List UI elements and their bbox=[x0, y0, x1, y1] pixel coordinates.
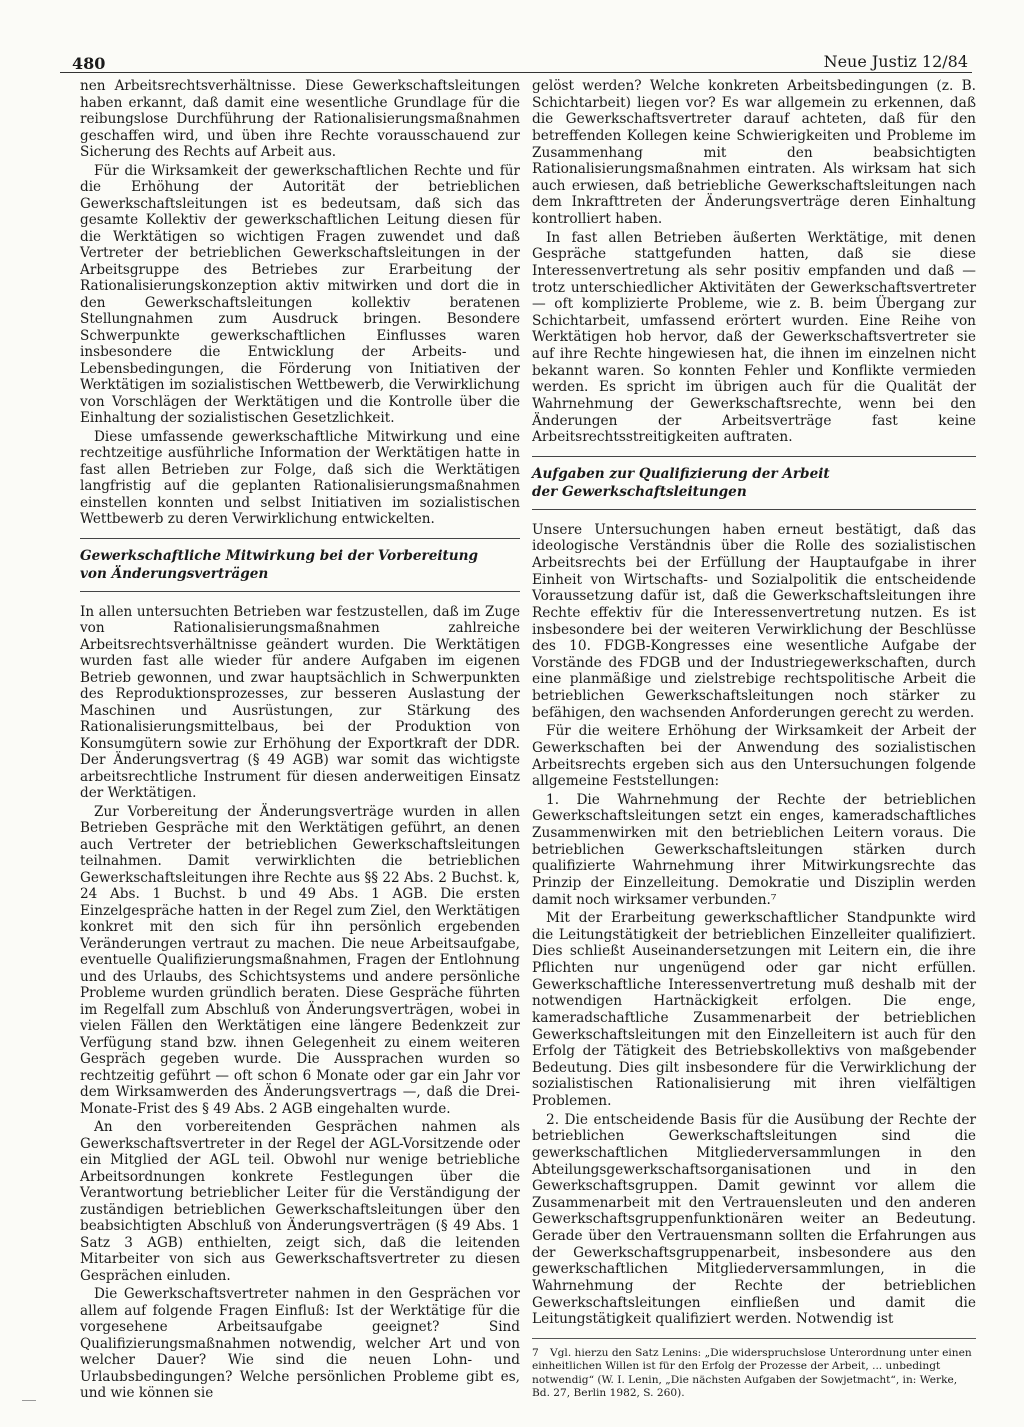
paragraph: Die Gewerkschaftsvertreter nahmen in den Gesprächen vor allem auf folgende Fragen Einfluß: Ist der Werktätige für die vorgesehene Arbeitsaufgabe geeignet? Sind Qualifizierungsmaßnahmen notwendig, welcher Art und von welcher Dauer? Wie sind die neuen Lohn- und Urlaubsbedingungen? Welche persönlichen Probleme gibt es, und wie können sie bbox=[80, 1286, 520, 1401]
page-number: 480 bbox=[72, 54, 106, 73]
section-subheading bbox=[80, 538, 520, 592]
scan-mark bbox=[22, 1400, 36, 1401]
paragraph: Für die weitere Erhöhung der Wirksamkeit der Arbeit der Gewerkschaften bei der Anwendung des sozialistischen Arbeitsrechts ergeben sich aus den Untersuchungen folgende allgemeine Feststellungen: bbox=[532, 723, 976, 790]
paragraph: nen Arbeitsrechtsverhältnisse. Diese Gewerkschaftsleitungen haben erkannt, daß damit eine wesentliche Grundlage für die reibungslose Durchführung der Rationalisierungsmaßnahmen geschaffen wird, und üben ihre Rechte vorausschauend zur Sicherung des Rechts auf Arbeit aus. bbox=[80, 78, 520, 160]
subheading-line: von Änderungsverträgen bbox=[80, 565, 269, 582]
paragraph: Mit der Erarbeitung gewerkschaftlicher Standpunkte wird die Leitungstätigkeit der betrieblichen Einzelleiter qualifiziert. Dies schließt Auseinandersetzungen mit Leitern ein, die ihre Pflichten nur ungenügend oder gar nicht erfüllen. Gewerkschaftliche Interessenvertretung muß deshalb mit der notwendigen Hartnäckigkeit erfolgen. Die enge, kameradschaftliche Zusammenarbeit der betrieblichen Gewerkschaftsleitungen mit den Einzelleitern ist auch für den Erfolg der Tätigkeit des Betriebskollektivs von maßgebender Bedeutung. Dies gilt insbesondere für die Verwirklichung der sozialistischen Rationalisierung mit ihren vielfältigen Problemen. bbox=[532, 910, 976, 1109]
paragraph: 1. Die Wahrnehmung der Rechte der betrieblichen Gewerkschaftsleitungen setzt ein enges, kameradschaftliches Zusammenwirken mit den betrieblichen Leitern voraus. Die betrieblichen Gewerkschaftsleitungen stärken durch qualifizierte Wahrnehmung ihrer Mitwirkungsrechte das Prinzip der Einzelleitung. Demokratie und Disziplin werden damit noch wirksamer verbunden.⁷ bbox=[532, 791, 976, 908]
section-subheading bbox=[532, 456, 976, 510]
paragraph: 2. Die entscheidende Basis für die Ausübung der Rechte der betrieblichen Gewerkschaftsleitungen sind die gewerkschaftlichen Mitgliederversammlungen in den Abteilungsgewerkschaftsorganisationen und in den Gewerkschaftsgruppen. Damit gewinnt vor allem die Zusammenarbeit mit den Vertrauensleuten und den anderen Gewerkschaftsgruppenfunktionären weiter an Bedeutung. Gerade über den Vertrauensmann sollten die Erfahrungen aus der Gewerkschaftsgruppenarbeit, insbesondere aus den gewerkschaftlichen Mitgliederversammlungen, in die Wahrnehmung der Rechte der betrieblichen Gewerkschaftsleitungen einfließen und damit die Leitungstätigkeit qualifiziert werden. Notwendig ist bbox=[532, 1111, 976, 1328]
paragraph: gelöst werden? Welche konkreten Arbeitsbedingungen (z. B. Schichtarbeit) liegen vor? Es war allgemein zu erkennen, daß die Gewerkschaftsvertreter darauf achteten, daß für den betreffenden Kollegen keine Schwierigkeiten und Probleme im Zusammenhang mit den beabsichtigten Rationalisierungsmaßnahmen eintraten. Als wirksam hat sich auch erwiesen, daß betriebliche Gewerkschaftsleitungen nach dem Inkrafttreten der Änderungsverträge deren Einhaltung kontrolliert haben. bbox=[532, 78, 976, 227]
subheading-line: Aufgaben zur Qualifizierung der Arbeit bbox=[532, 465, 830, 482]
right-column bbox=[532, 78, 976, 1400]
footnotes bbox=[532, 1338, 976, 1401]
paragraph: Unsere Untersuchungen haben erneut bestätigt, daß das ideologische Verständnis über die Rolle des sozialistischen Arbeitsrechts bei der Erfüllung der Hauptaufgabe in ihrer Einheit von Wirtschafts- und Sozialpolitik die entscheidende Voraussetzung dafür ist, daß die Gewerkschaftsleitungen ihre Rechte effektiv für die Interessenvertretung nutzen. Es ist insbesondere bei der weiteren Verwirklichung der Beschlüsse des 10. FDGB-Kongresses eine wesentliche Aufgabe der Vorstände des FDGB und der Industriegewerkschaften, durch eine planmäßige und zielstrebige rechtspolitische Arbeit die betrieblichen Gewerkschaftsleitungen noch stärker zu befähigen, den wachsenden Anforderungen gerecht zu werden. bbox=[532, 521, 976, 721]
footnote bbox=[532, 1347, 976, 1401]
paragraph: Für die Wirksamkeit der gewerkschaftlichen Rechte und für die Erhöhung der Autorität der betrieblichen Gewerkschaftsleitungen ist es bedeutsam, daß sich das gesamte Kollektiv der gewerkschaftlichen Leitung diesen für die Werktätigen so wichtigen Fragen zuwendet und daß Vertreter der betrieblichen Gewerkschaftsleitungen in der Arbeitsgruppe des Betriebes zur Erarbeitung der Rationalisierungskonzeption aktiv mitwirken und dort die in den Gewerkschaftsleitungen kollektiv beratenen Stellungnahmen zum Ausdruck bringen. Besondere Schwerpunkte gewerkschaftlichen Einflusses waren insbesondere die Entwicklung der Arbeits- und Lebensbedingungen, die Förderung von Initiativen der Werktätigen im sozialistischen Wettbewerb, die Verwirklichung von Vorschlägen der Werktätigen und die Kontrolle über die Einhaltung der sozialistischen Gesetzlichkeit. bbox=[80, 162, 520, 426]
paragraph: Diese umfassende gewerkschaftliche Mitwirkung und eine rechtzeitige ausführliche Information der Werktätigen hatte in fast allen Betrieben zur Folge, daß sich die Werktätigen langfristig auf die geplanten Rationalisierungsmaßnahmen einstellen konnten und selbst Initiativen im sozialistischen Wettbewerb zu deren Verwirklichung entwickelten. bbox=[80, 428, 520, 527]
paragraph: In allen untersuchten Betrieben war festzustellen, daß im Zuge von Rationalisierungsmaßnahmen zahlreiche Arbeitsrechtsverhältnisse geändert wurden. Die Werktätigen wurden fast alle wieder für andere Aufgaben im eigenen Betrieb gewonnen, und zwar hauptsächlich in Schwerpunkten des Reproduktionsprozesses, zur besseren Auslastung der Maschinen und Ausrüstungen, zur Stärkung des Rationalisierungsmittelbaus, bei der Produktion von Konsumgütern sowie zur Erhöhung der Exportkraft der DDR. Der Änderungsvertrag (§ 49 AGB) war somit das wichtigste arbeitsrechtliche Instrument für diesen anderweitigen Einsatz der Werktätigen. bbox=[80, 603, 520, 801]
left-column bbox=[80, 78, 520, 1402]
subheading-line: der Gewerkschaftsleitungen bbox=[532, 483, 747, 500]
paragraph: An den vorbereitenden Gesprächen nahmen als Gewerkschaftsvertreter in der Regel der AGL-Vorsitzende oder ein Mitglied der AGL teil. Obwohl nur wenige betriebliche Arbeitsordnungen konkrete Festlegungen über die Verantwortung betrieblicher Leiter für die Verständigung der zuständigen betrieblichen Gewerkschaftsleitungen über den beabsichtigten Abschluß von Änderungsverträgen (§ 49 Abs. 1 Satz 3 AGB) enthielten, zeigt sich, daß die leitenden Mitarbeiter von sich aus Gewerkschaftsvertreter zu diesen Gesprächen einluden. bbox=[80, 1119, 520, 1284]
paragraph: Zur Vorbereitung der Änderungsverträge wurden in allen Betrieben Gespräche mit den Werktätigen geführt, an denen auch Vertreter der betrieblichen Gewerkschaftsleitungen teilnahmen. Damit verwirklichten die betrieblichen Gewerkschaftsleitungen ihre Rechte aus §§ 22 Abs. 2 Buchst. k, 24 Abs. 1 Buchst. b und 49 Abs. 1 AGB. Die ersten Einzelgespräche hatten in der Regel zum Ziel, den Werktätigen konkret mit den sich für ihn persönlich ergebenden Veränderungen vertraut zu machen. Die neue Arbeitsaufgabe, eventuelle Qualifizierungsmaßnahmen, Fragen der Entlohnung und des Urlaubs, des Schichtsystems und andere persönliche Probleme wurden gründlich beraten. Diese Gespräche führten im Regelfall zum Abschluß von Änderungsverträgen, wobei in vielen Fällen den Werktätigen eine längere Bedenkzeit zur Verfügung stand bzw. ihnen Gelegenheit zu einem weiteren Gespräch gegeben wurde. Die Aussprachen wurden so rechtzeitig geführt — oft schon 6 Monate oder gar ein Jahr vor dem Wirksamwerden des Änderungsvertrags —, daß die Drei-Monate-Frist des § 49 Abs. 2 AGB eingehalten wurde. bbox=[80, 803, 520, 1117]
page-header bbox=[60, 48, 972, 73]
footnote-number: 7 bbox=[532, 1346, 539, 1359]
paragraph: In fast allen Betrieben äußerten Werktätige, mit denen Gespräche stattgefunden hatten, daß sie diese Interessenvertretung als sehr positiv empfanden und daß — trotz unterschiedlicher Aktivitäten der Gewerkschaftsvertreter — oft komplizierte Probleme, wie z. B. beim Übergang zur Schichtarbeit, umfassend erörtert wurden. Eine Reihe von Werktätigen hob hervor, daß der Gewerkschaftsvertreter sie auf ihre Rechte hingewiesen hat, die ihnen im einzelnen nicht bekannt waren. So konnten Fehler und Konflikte vermieden werden. Es spricht im übrigen auch für die Qualität der Wahrnehmung der Gewerkschaftsrechte, wenn bei den Änderungen der Arbeitsverträge fast keine Arbeitsrechtsstreitigkeiten auftraten. bbox=[532, 229, 976, 446]
subheading-line: Gewerkschaftliche Mitwirkung bei der Vorbereitung bbox=[80, 547, 479, 564]
footnote-text: Vgl. hierzu den Satz Lenins: „Die widerspruchslose Unterordnung unter einen einheitlichen Willen ist für den Erfolg der Prozesse der Arbeit, ... unbedingt notwendig“ (W. I. Lenin, „Die nächsten Aufgaben der Sowjetmacht“, in: Werke, Bd. 27, Berlin 1982, S. 260). bbox=[532, 1346, 972, 1399]
journal-issue: Neue Justiz 12/84 bbox=[823, 52, 968, 71]
